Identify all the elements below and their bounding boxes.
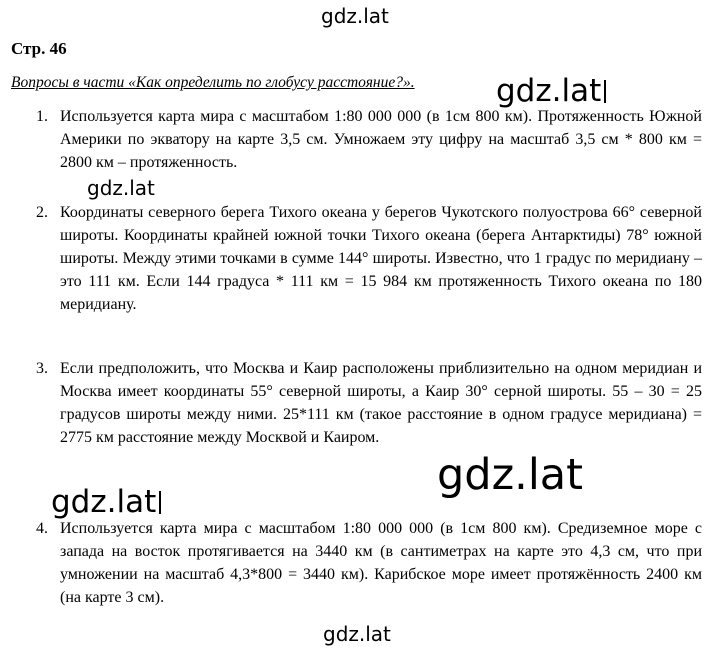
- item-text: Координаты северного берега Тихого океана у берегов Чукотского полуострова 66° северной широты. Координаты крайней южной точки Тихого океана (берега Антарктиды) 78° южной широты. Между этими точками в сумме 144° широты. Известно, что 1 градус по меридиану – это 111 км. Если 144 градуса * 111 км = 15 984 км протяженность Тихого океана по 180 меридиану.: [60, 204, 702, 313]
- item-number: 1.: [36, 108, 48, 125]
- watermark-top: gdz.lat: [321, 4, 389, 28]
- watermark-3: gdz.lat: [437, 450, 583, 500]
- section-heading: Вопросы в части «Как определить по глобусу расстояние?».: [11, 74, 415, 91]
- list-item-4: [36, 517, 702, 609]
- page-title: Стр. 46: [11, 39, 67, 58]
- watermark-1: gdz.lat: [496, 76, 606, 107]
- list-item-2: [36, 201, 702, 316]
- item-number: 3.: [36, 360, 48, 377]
- item-text: Используется карта мира с масштабом 1:80 000 000 (в 1см 800 км). Протяженность Южной Америки по экватору на карте 3,5 см. Умножаем эту цифру на масштаб 3,5 см * 800 км = 2800 км – протяженность.: [60, 108, 702, 171]
- item-text: Если предположить, что Москва и Каир расположены приблизительно на одном меридиан и Москва имеет координаты 55° северной широты, а Каир 30° серной широты. 55 – 30 = 25 градусов широты между ними. 25*111 км (такое расстояние в одном градусе меридиана) = 2775 км расстояние между Москвой и Каиром.: [60, 360, 702, 446]
- watermark-bottom: gdz.lat: [323, 622, 391, 646]
- list-item-3: [36, 357, 702, 449]
- item-number: 4.: [36, 520, 48, 537]
- watermark-4: gdz.lat: [51, 487, 161, 518]
- watermark-2: gdz.lat: [87, 176, 155, 200]
- list-item-1: [36, 105, 702, 174]
- item-number: 2.: [36, 204, 48, 221]
- item-text: Используется карта мира с масштабом 1:80 000 000 (в 1см 800 км). Средиземное море с запада на восток протягивается на 3440 км (в сантиметрах на карте это 4,3 см, что при умножении на масштаб 4,3*800 = 3440 км). Карибское море имеет протяжённость 2400 км (на карте 3 см).: [60, 520, 702, 606]
